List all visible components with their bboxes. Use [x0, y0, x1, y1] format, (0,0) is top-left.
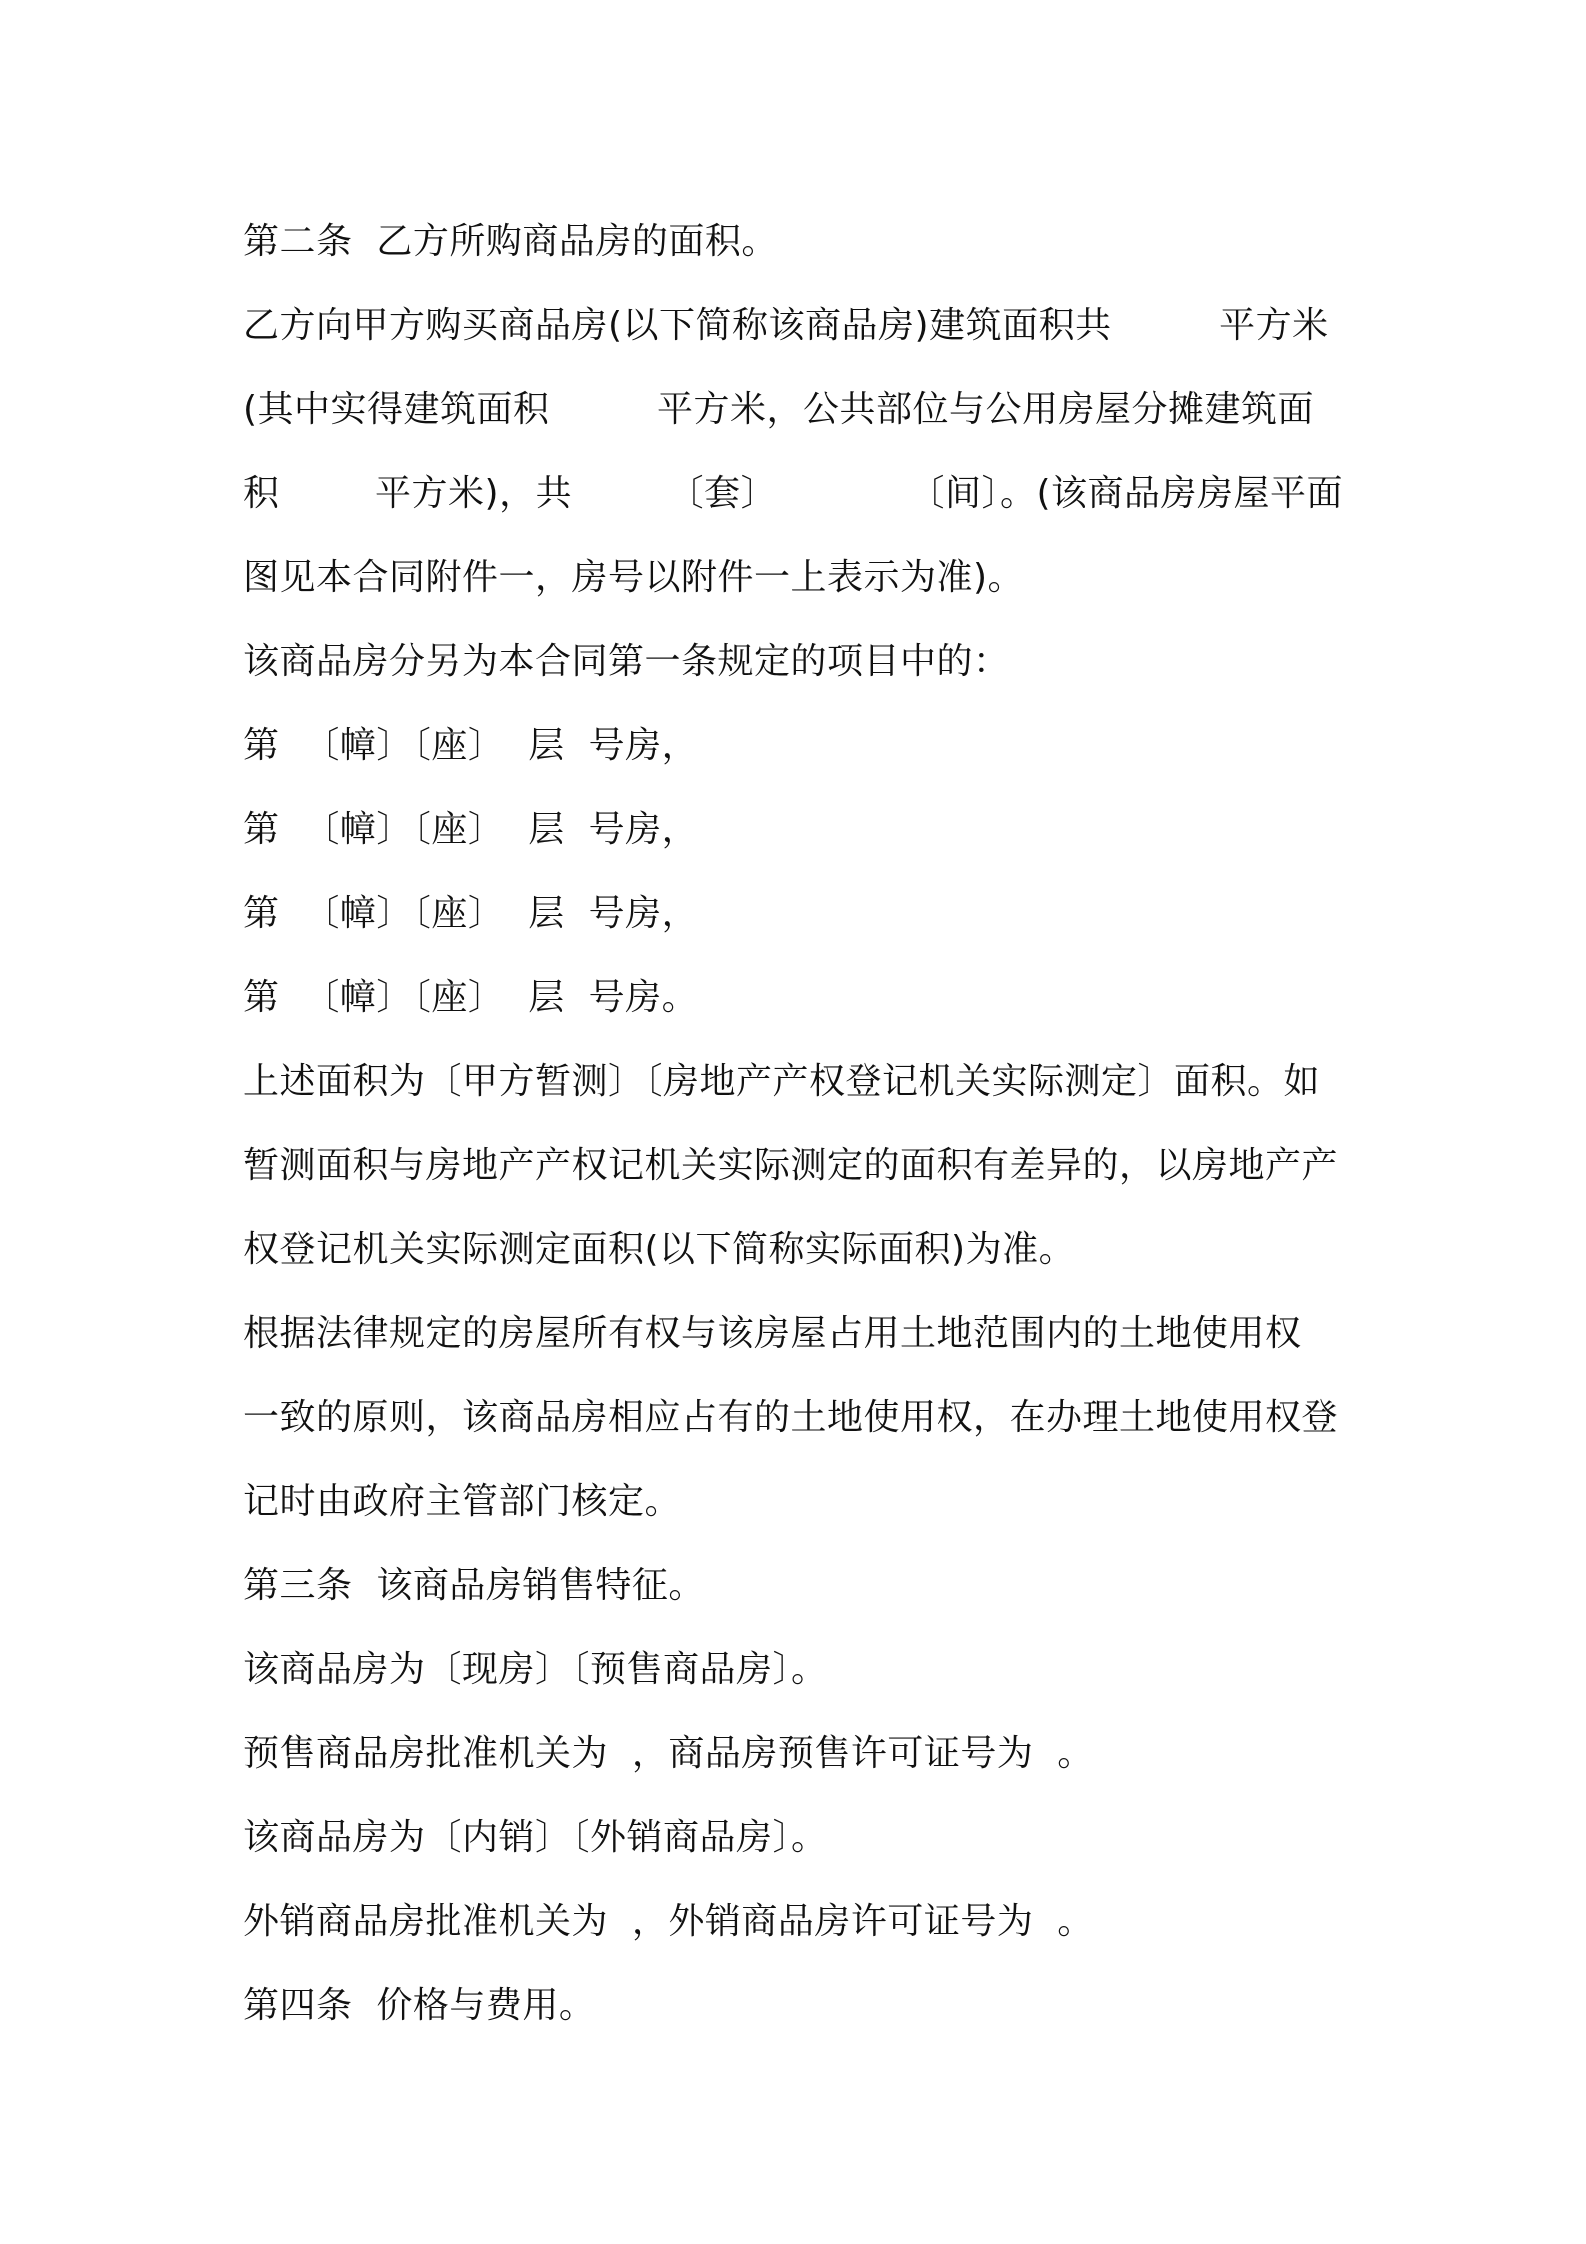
text-line: 该商品房为〔内销〕〔外销商品房〕。	[243, 1817, 828, 1858]
article-4-heading: 第四条 价格与费用。	[243, 1985, 596, 2026]
text-line: 图见本合同附件一，房号以附件一上表示为准)。	[243, 557, 1025, 598]
text-line: (其中实得建筑面积 平方米，公共部位与公用房屋分摊建筑面	[243, 389, 1315, 430]
unit-line: 第 〔幛〕〔座〕 层 号房，	[243, 893, 699, 934]
unit-line: 第 〔幛〕〔座〕 层 号房。	[243, 977, 699, 1018]
text-line: 乙方向甲方购买商品房(以下简称该商品房)建筑面积共 平方米	[243, 305, 1329, 346]
contract-text	[243, 200, 1373, 2048]
text-line: 预售商品房批准机关为 ，商品房预售许可证号为 。	[243, 1733, 1094, 1774]
text-line: 一致的原则，该商品房相应占有的土地使用权，在办理土地使用权登	[243, 1397, 1339, 1438]
text-line: 暂测面积与房地产产权记机关实际测定的面积有差异的，以房地产产	[243, 1145, 1339, 1186]
unit-line: 第 〔幛〕〔座〕 层 号房，	[243, 725, 699, 766]
article-2-heading: 第二条 乙方所购商品房的面积。	[243, 221, 778, 262]
text-line: 该商品房为〔现房〕〔预售商品房〕。	[243, 1649, 828, 1690]
text-line: 积 平方米)，共 〔套〕 〔间〕。(该商品房房屋平面	[243, 473, 1344, 514]
text-line: 记时由政府主管部门核定。	[243, 1481, 682, 1522]
text-line: 权登记机关实际测定面积(以下简称实际面积)为准。	[243, 1229, 1076, 1270]
text-line: 上述面积为〔甲方暂测〕〔房地产产权登记机关实际测定〕面积。如	[243, 1061, 1321, 1102]
article-3-heading: 第三条 该商品房销售特征。	[243, 1565, 705, 1606]
unit-line: 第 〔幛〕〔座〕 层 号房，	[243, 809, 699, 850]
text-line: 根据法律规定的房屋所有权与该房屋占用土地范围内的土地使用权	[243, 1313, 1302, 1354]
text-line: 外销商品房批准机关为 ，外销商品房许可证号为 。	[243, 1901, 1094, 1942]
text-line: 该商品房分另为本合同第一条规定的项目中的：	[243, 641, 1010, 682]
